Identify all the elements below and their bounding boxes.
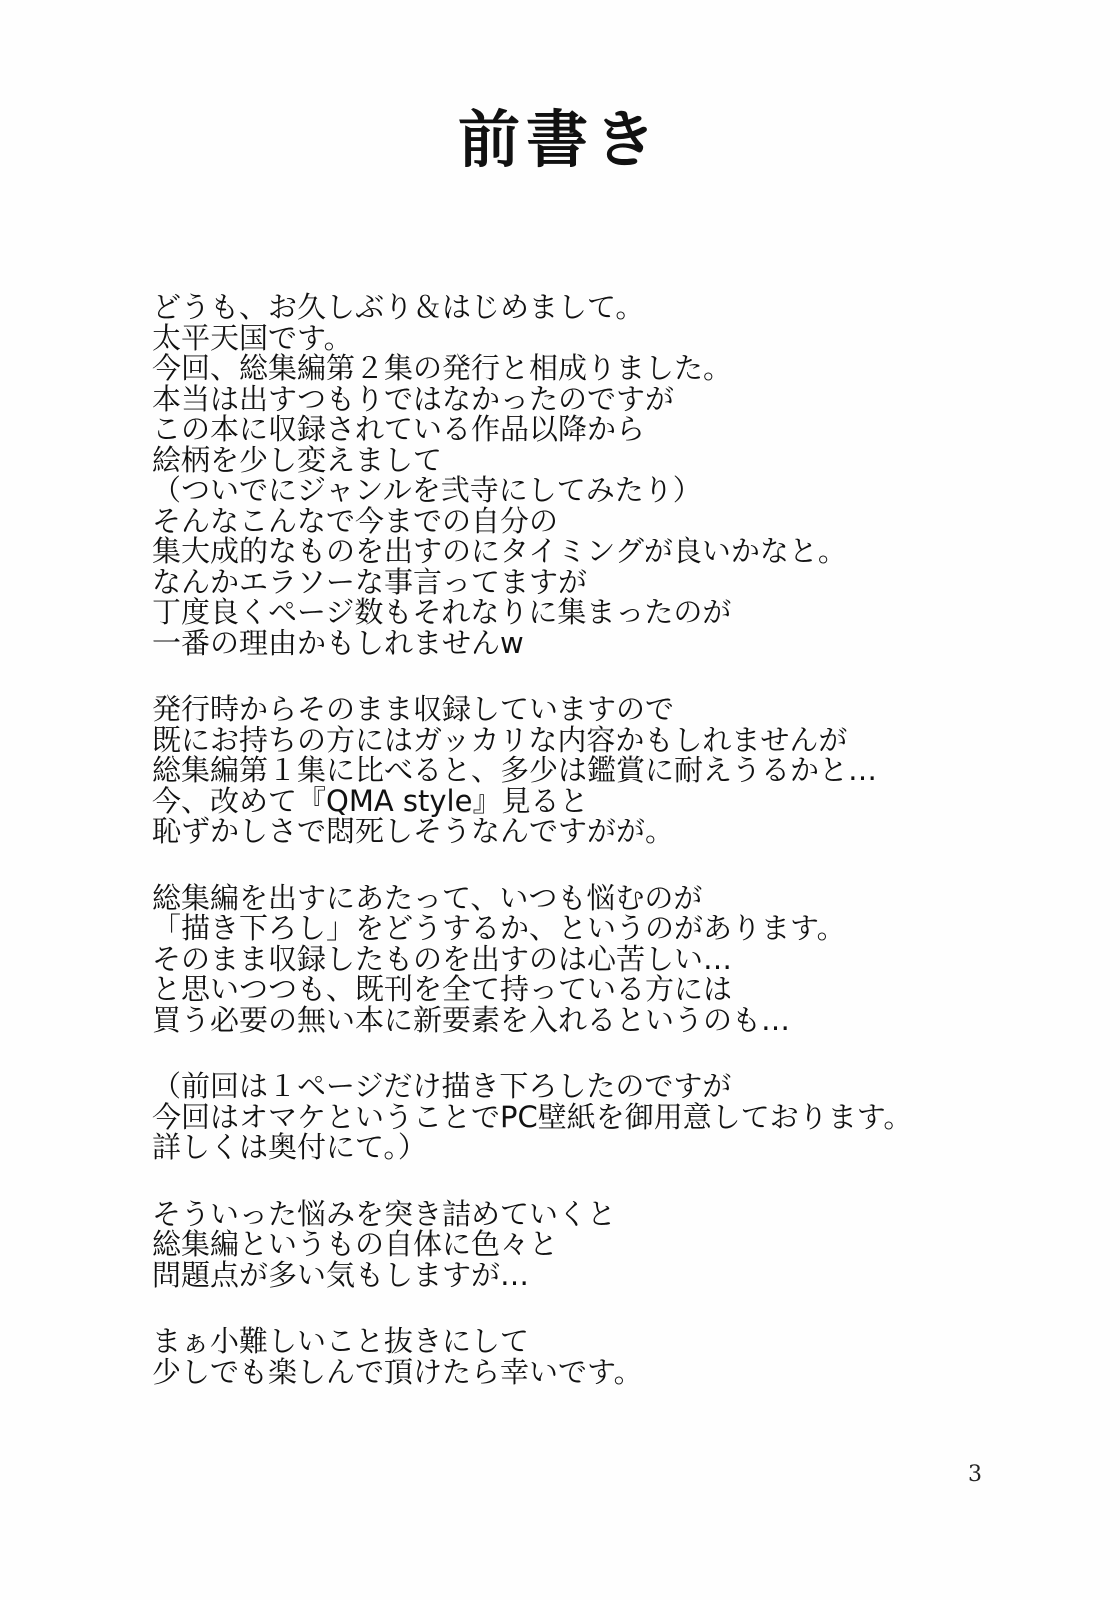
text-line: 今回はオマケということでPC壁紙を御用意しております。 bbox=[152, 1099, 913, 1134]
text-line: 総集編というもの自体に色々と bbox=[152, 1227, 559, 1261]
text-line: 買う必要の無い本に新要素を入れるというのも… bbox=[152, 1002, 791, 1037]
page-title: 前書き bbox=[457, 103, 662, 176]
text-line: 一番の理由かもしれませんw bbox=[152, 625, 524, 660]
text-line: 総集編第１集に比べると、多少は鑑賞に耐えうるかと… bbox=[152, 753, 878, 787]
text-line: どうも、お久しぶり＆はじめまして。 bbox=[152, 290, 645, 324]
paragraph-3 bbox=[152, 880, 1052, 1037]
text-line: そういった悩みを突き詰めていくと bbox=[152, 1196, 617, 1231]
text-line: そのまま収録したものを出すのは心苦しい… bbox=[152, 941, 733, 976]
page-number: 3 bbox=[968, 1462, 982, 1487]
text-line: 絵柄を少し変えまして bbox=[152, 442, 443, 477]
text-line: （前回は１ページだけ描き下ろしたのですが bbox=[152, 1069, 732, 1103]
text-line: なんかエラソーな事言ってますが bbox=[152, 564, 588, 599]
paragraph-5 bbox=[152, 1196, 1052, 1292]
preface-body bbox=[152, 292, 1052, 1423]
text-line: 総集編を出すにあたって、いつも悩むのが bbox=[152, 880, 703, 915]
paragraph-2 bbox=[152, 694, 1052, 847]
text-line: そんなこんなで今までの自分の bbox=[152, 503, 559, 538]
text-line: 集大成的なものを出すのにタイミングが良いかなと。 bbox=[152, 534, 847, 568]
text-line: 太平天国です。 bbox=[152, 320, 353, 355]
text-line: 詳しくは奥付にて。） bbox=[152, 1130, 427, 1164]
paragraph-1 bbox=[152, 292, 1052, 658]
text-line: 丁度良くページ数もそれなりに集まったのが bbox=[152, 595, 732, 629]
text-line: 「描き下ろし」をどうするか、というのがあります。 bbox=[152, 911, 846, 945]
text-line: 問題点が多い気もしますが… bbox=[152, 1257, 530, 1292]
text-line: 今回、総集編第２集の発行と相成りました。 bbox=[152, 351, 733, 385]
text-line: 本当は出すつもりではなかったのですが bbox=[152, 381, 675, 416]
text-line: と思いつつも、既刊を全て持っている方には bbox=[152, 972, 733, 1006]
text-line: 恥ずかしさで悶死しそうなんですがが。 bbox=[152, 814, 675, 848]
text-line: 既にお持ちの方にはガッカリな内容かもしれませんが bbox=[152, 722, 848, 757]
paragraph-4 bbox=[152, 1071, 1052, 1163]
text-line: （ついでにジャンルを弐寺にしてみたり） bbox=[152, 473, 702, 507]
text-line: まぁ小難しいこと抜きにして bbox=[152, 1324, 530, 1358]
paragraph-6 bbox=[152, 1326, 1052, 1387]
text-line: 少しでも楽しんで頂けたら幸いです。 bbox=[152, 1354, 643, 1389]
text-line: 発行時からそのまま収録していますので bbox=[152, 692, 675, 726]
text-line: この本に収録されている作品以降から bbox=[152, 412, 646, 446]
text-line: 今、改めて『QMA style』見ると bbox=[152, 783, 589, 818]
